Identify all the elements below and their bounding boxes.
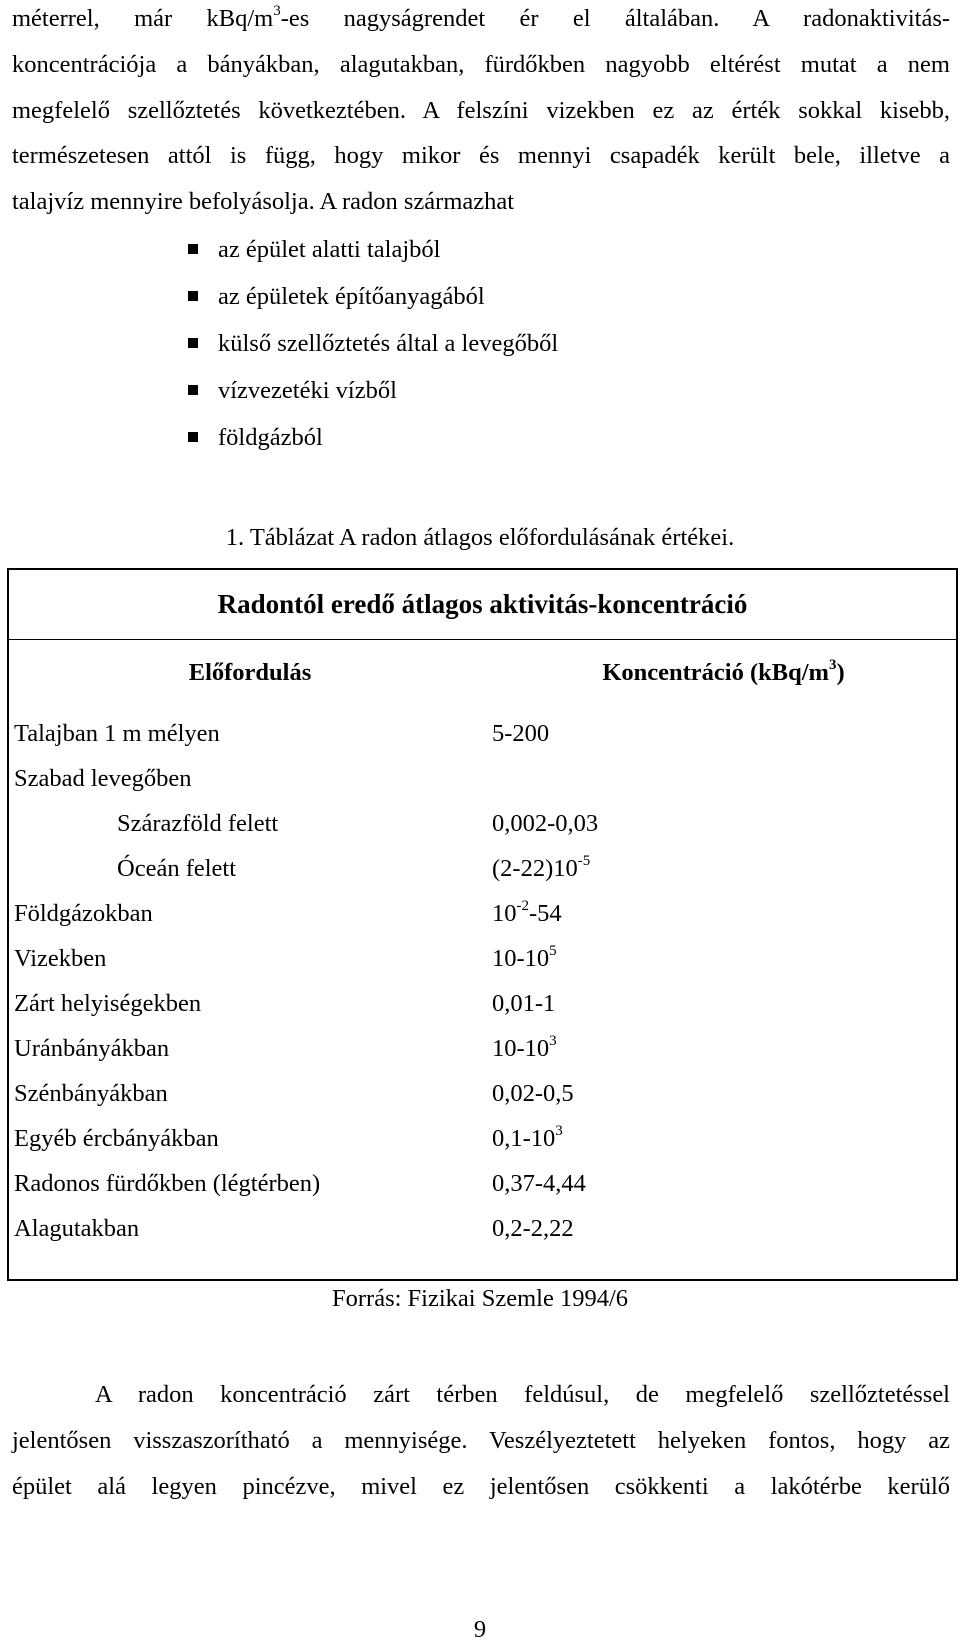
square-bullet-icon (188, 244, 198, 254)
table-row: Vizekben $10-10^5$ (14, 942, 557, 972)
table-row: Egyéb ércbányákban $0,1-10^3$ (14, 1122, 563, 1152)
table-row: Földgázokban $10^{-2}-54$ (14, 897, 562, 927)
column-header-concentration: Koncentráció $(kBq/m^3)$ (602, 656, 845, 686)
table-row: Szabad levegőben (14, 765, 192, 792)
table-header (9, 639, 956, 707)
table-caption: 1. Táblázat A radon átlagos előfordulásának értékei. (225, 524, 735, 551)
page-number: 9 (473, 1616, 487, 1643)
square-bullet-icon (188, 385, 198, 395)
table-row: Radonos fürdőkben (légtérben) 0,37-4,44 (14, 1170, 586, 1197)
paragraph-line: talajvíz mennyire befolyásolja. A radon származhat (12, 188, 515, 215)
table-row: Talajban 1 m mélyen 5-200 (14, 720, 550, 747)
square-bullet-icon (188, 432, 198, 442)
list-item: külső szellőztetés által a levegőből (218, 329, 558, 359)
table-row: Zárt helyiségekben 0,01-1 (14, 990, 556, 1017)
paragraph-line: méterrel, már kBq/$m^3-es$ nagyságrendet ér el általában. A radonaktivitás- (12, 2, 951, 32)
table-row: Óceán felett $(2-22)10^{-5}$ (117, 852, 591, 882)
table-source: Forrás: Fizikai Szemle 1994/6 (332, 1285, 628, 1312)
paragraph-line: koncentrációja a bányákban, alagutakban, fürdőkben nagyobb eltérést mutat a nem (12, 51, 950, 78)
list-item: az épületek építőanyagából (218, 282, 485, 312)
table-row: Uránbányákban $10-10^3$ (14, 1032, 557, 1062)
column-header-occurrence: Előfordulás (188, 659, 312, 686)
paragraph-line: A radon koncentráció zárt térben feldúsul, de megfelelő szellőztetéssel (95, 1381, 950, 1408)
table-row: Szárazföld felett 0,002-0,03 (117, 810, 599, 837)
square-bullet-icon (188, 291, 198, 301)
paragraph-line: természetesen attól is függ, hogy mikor és mennyi csapadék került bele, illetve a (12, 142, 950, 169)
radon-table (7, 568, 958, 1281)
list-item: vízvezetéki vízből (218, 376, 397, 406)
table-row: Alagutakban 0,2-2,22 (14, 1215, 574, 1242)
paragraph-line: épület alá legyen pincézve, mivel ez jelentősen csökkenti a lakótérbe kerülő (12, 1473, 950, 1500)
table-title: Radontól eredő átlagos aktivitás-koncentráció (9, 570, 956, 640)
paragraph-line: megfelelő szellőztetés következtében. A felszíni vizekben ez az érték sokkal kisebb, (12, 97, 950, 124)
table-row: Szénbányákban 0,02-0,5 (14, 1080, 574, 1107)
list-item: az épület alatti talajból (218, 235, 440, 265)
list-item: földgázból (218, 423, 323, 453)
square-bullet-icon (188, 338, 198, 348)
paragraph-line: jelentősen visszaszorítható a mennyisége. Veszélyeztetett helyeken fontos, hogy az (12, 1427, 950, 1454)
